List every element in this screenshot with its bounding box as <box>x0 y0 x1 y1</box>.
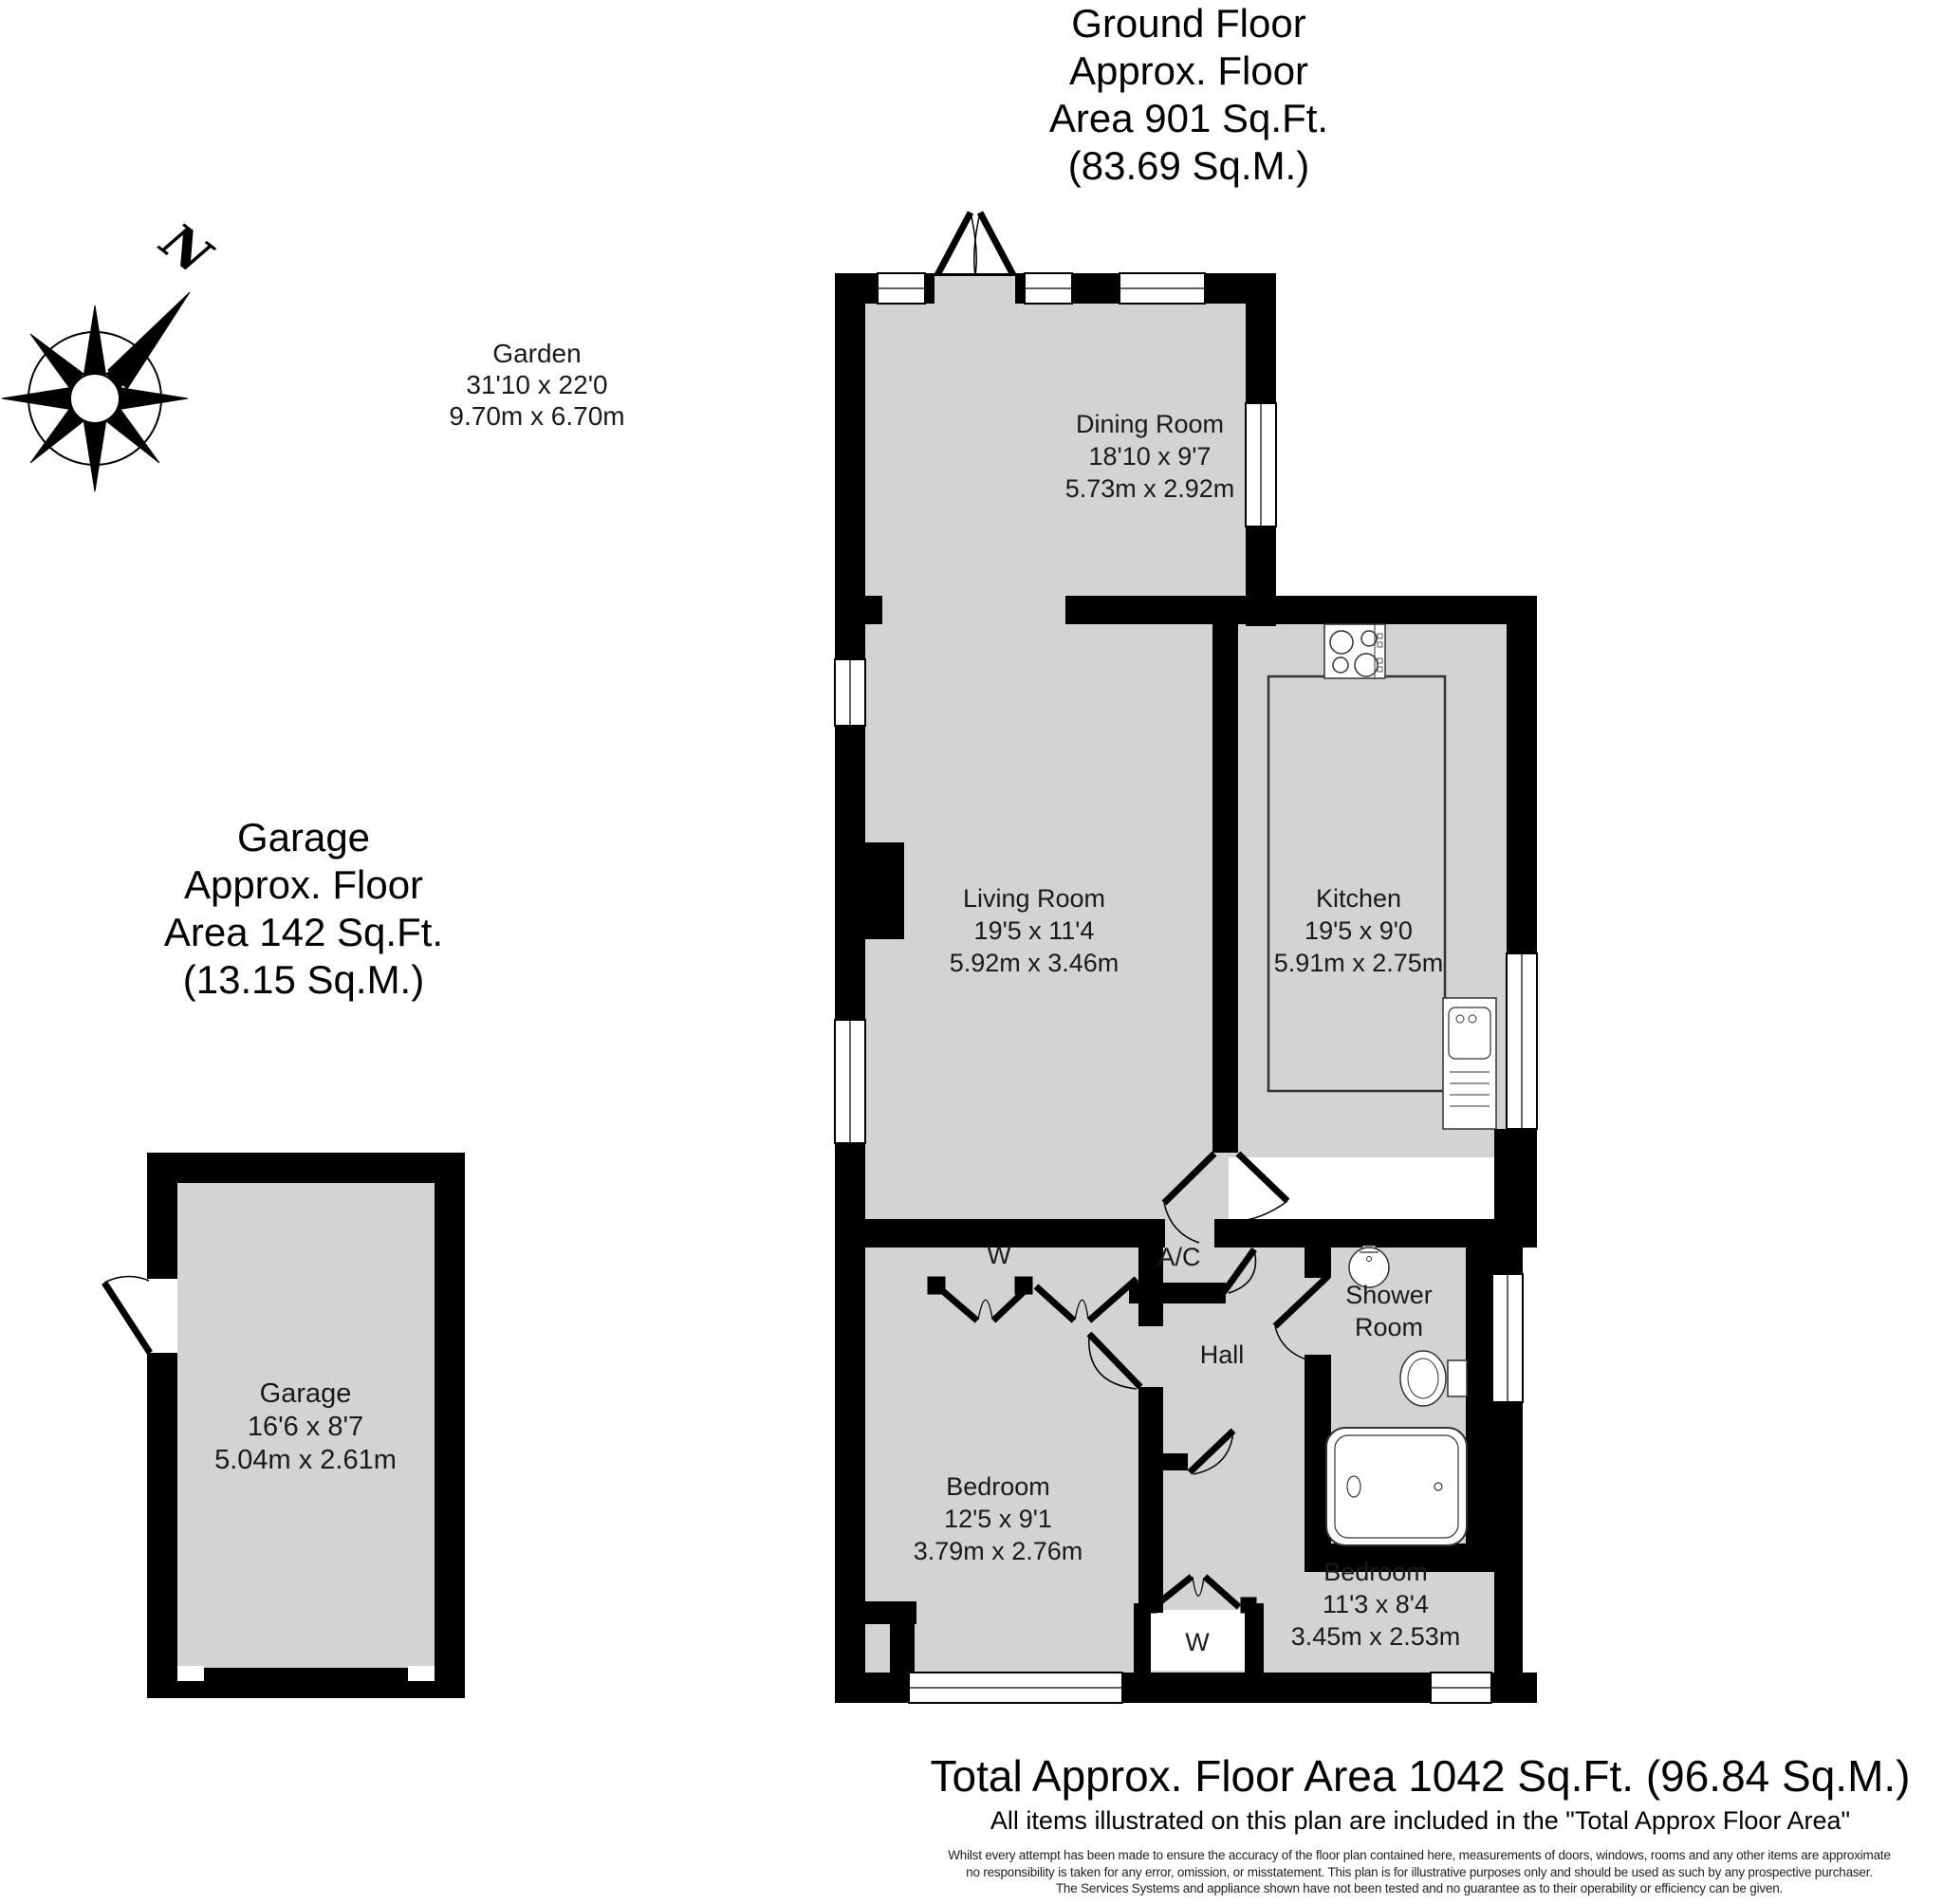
sink-icon <box>1443 998 1496 1129</box>
bedroom2-label <box>1291 1556 1461 1653</box>
room-name: Garage <box>259 1378 352 1409</box>
room-metric: 5.91m x 2.75m <box>1273 949 1444 977</box>
kitchen-label <box>1274 882 1444 979</box>
garage-room-label <box>214 1377 397 1477</box>
garage-title-line: Approx. Floor <box>183 862 424 907</box>
room-name: Shower <box>1345 1281 1433 1309</box>
room-imperial: 18'10 x 9'7 <box>1088 442 1212 471</box>
bedroom1-label <box>914 1470 1083 1567</box>
compass-rose-icon <box>2 292 190 491</box>
disclaimer-line: no responsibility is taken for any error, omission, or misstatement. This plan is for illustrative purposes only and should be used as such by any prospective purchaser. <box>966 1864 1873 1879</box>
total-area-text: Total Approx. Floor Area 1042 Sq.Ft. (96.84 Sq.M.) <box>930 1751 1911 1801</box>
room-imperial: 19'5 x 9'0 <box>1305 916 1413 945</box>
room-metric: 5.73m x 2.92m <box>1064 474 1235 503</box>
garden-label <box>449 338 624 432</box>
garden-name: Garden <box>492 339 582 368</box>
room-name: Room <box>1354 1313 1424 1341</box>
disclaimer-line: Whilst every attempt has been made to ensure the accuracy of the floor plan contained here, measurements of doors, windows, rooms and any other items are approximate <box>948 1848 1891 1862</box>
room-metric: 3.79m x 2.76m <box>913 1537 1083 1565</box>
ac-cupboard-label: A/C <box>1157 1243 1201 1271</box>
hob-icon <box>1324 624 1385 678</box>
title-line: (83.69 Sq.M.) <box>1067 143 1310 188</box>
garage-title-line: Garage <box>236 815 371 860</box>
room-metric: 3.45m x 2.53m <box>1290 1622 1461 1651</box>
title-line: Ground Floor <box>1071 1 1306 46</box>
title-line: Approx. Floor <box>1068 48 1309 93</box>
room-name: Living Room <box>962 884 1106 913</box>
room-imperial: 12'5 x 9'1 <box>944 1505 1052 1533</box>
hall-label: Hall <box>1199 1340 1245 1369</box>
garage-title-line: (13.15 Sq.M.) <box>182 957 425 1002</box>
garden-imperial: 31'10 x 22'0 <box>466 370 608 399</box>
room-name: Kitchen <box>1315 884 1402 913</box>
wardrobe2-label: W <box>1185 1628 1210 1656</box>
room-imperial: 16'6 x 8'7 <box>247 1412 364 1442</box>
room-imperial: 19'5 x 11'4 <box>973 916 1095 945</box>
chimney-breast <box>859 842 904 939</box>
room-metric: 5.04m x 2.61m <box>214 1445 397 1475</box>
disclaimer-text <box>948 1847 1891 1897</box>
dining-room-label <box>1065 408 1235 505</box>
wardrobe1-label: W <box>987 1241 1011 1269</box>
garden-metric: 9.70m x 6.70m <box>449 401 625 431</box>
compass-north-label: N <box>150 212 222 287</box>
room-metric: 5.92m x 3.46m <box>949 949 1120 977</box>
bath-icon <box>1326 1428 1467 1545</box>
garage-door-leaf <box>104 1283 150 1353</box>
ground-floor-title <box>1049 0 1328 190</box>
shower-room-label <box>1345 1279 1433 1343</box>
title-line: Area 901 Sq.Ft. <box>1048 96 1329 140</box>
room-name: Dining Room <box>1075 410 1225 438</box>
room-name: Bedroom <box>1323 1558 1428 1586</box>
room-name: Bedroom <box>946 1472 1050 1501</box>
garage-title <box>164 814 443 1004</box>
garage-title-line: Area 142 Sq.Ft. <box>163 910 444 954</box>
room-imperial: 11'3 x 8'4 <box>1323 1590 1429 1618</box>
living-room-label <box>950 882 1120 979</box>
disclaimer-line: The Services Systems and appliance shown have not been tested and no guarantee as to their operability or efficiency can be given. <box>1055 1881 1784 1895</box>
included-note-text: All items illustrated on this plan are included in the "Total Approx Floor Area" <box>990 1806 1851 1835</box>
